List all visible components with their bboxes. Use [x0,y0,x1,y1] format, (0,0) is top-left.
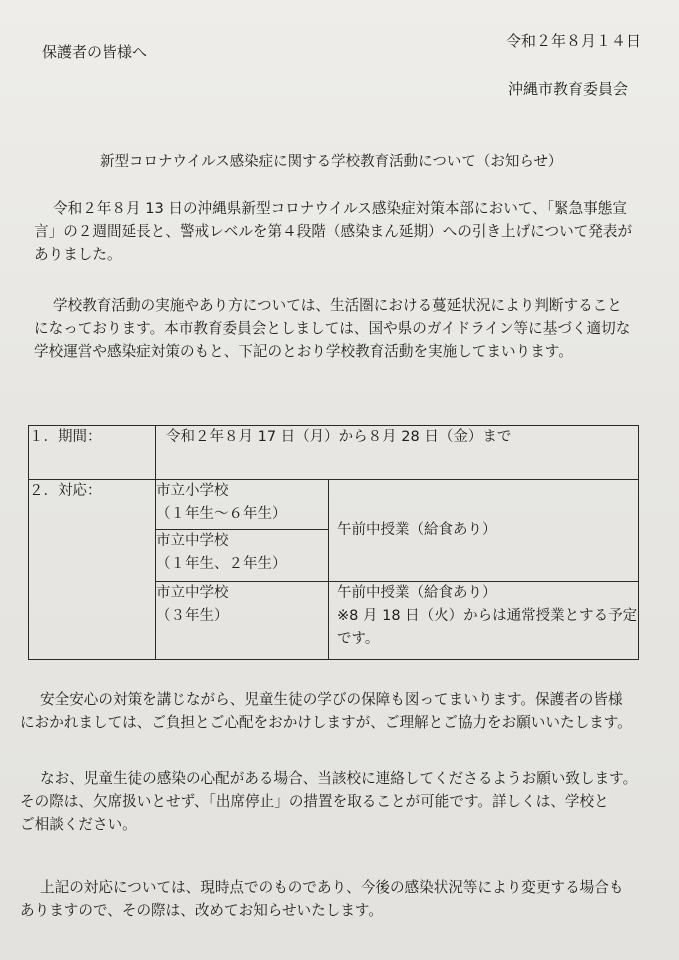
junior-high-3-note-cont: です。 [337,631,380,647]
junior-high-3-grades: （３年生） [156,608,229,624]
paragraph-line: 安全安心の対策を講じながら、児童生徒の学びの保障も図ってまいります。保護者の皆様 [40,691,623,708]
junior-high-12-cell [156,530,329,582]
issuer-name: 沖縄市教育委員会 [508,80,629,98]
elementary-school-grades: （１年生～６年生） [156,506,287,522]
elementary-row [29,480,639,530]
paragraph-line: 言」の２週間延長と、警戒レベルを第４段階（感染まん延期）への引き上げについて発表が [34,223,633,240]
paragraph-line: その際は、欠席扱いとせず、「出席停止」の措置を取ることが可能です。詳しくは、学校と [20,793,609,810]
elementary-school-name: 市立小学校 [156,483,229,499]
junior-high-12-name: 市立中学校 [156,533,229,549]
junior-high-3-cell [156,582,329,660]
recipient-line: 保護者の皆様へ [42,43,148,61]
junior-high-12-grades: （１年生、２年生） [156,556,287,572]
plan-table [28,425,639,660]
paragraph-line: になっております。本市教育委員会としましては、国や県のガイドライン等に基づく適切な [34,320,631,337]
period-row [29,426,639,480]
period-value: 令和２年８月 17 日（月）から８月 28 日（金）まで [156,426,639,480]
paragraph-change-notice [20,876,623,922]
paragraph-line: 上記の対応については、現時点でのものであり、今後の感染状況等により変更する場合も [40,879,624,896]
junior-high-3-class-cell [329,582,639,660]
paragraph-line: ご相談ください。 [20,816,137,833]
response-label: ２．対応： [29,480,156,660]
paragraph-line: 学校教育活動の実施やあり方については、生活圏における蔓延状況により判断すること [53,297,622,314]
junior-high-3-name: 市立中学校 [156,585,229,601]
paragraph-line: なお、児童生徒の感染の心配がある場合、当該校に連絡してくださるようお願い致します。 [40,770,638,787]
paragraph-line: ありました。 [34,246,122,263]
paragraph-policy [34,294,630,363]
paragraph-absence [20,767,637,836]
morning-class-cell: 午前中授業（給食あり） [329,480,639,582]
paragraph-learning [20,688,632,734]
junior-high-3-note: ※8 月 18 日（火）からは通常授業とする予定 [337,608,638,624]
paragraph-line: 令和２年８月 13 日の沖縄県新型コロナウイルス感染症対策本部において、「緊急事態宣 [53,200,627,217]
paragraph-line: 学校運営や感染症対策のもと、下記のとおり学校教育活動を実施してまいります。 [34,343,573,360]
issue-date: 令和２年８月１４日 [506,32,642,50]
document-title: 新型コロナウイルス感染症に関する学校教育活動について（お知らせ） [100,154,563,170]
paragraph-line: ありますので、その際は、改めてお知らせいたします。 [20,902,383,919]
period-label: １．期間： [29,426,156,480]
paragraph-announcement [34,197,632,266]
elementary-school-cell [156,480,329,530]
paragraph-line: におかれましては、ご負担とご心配をおかけしますが、ご理解とご協力をお願いいたします。 [20,714,632,731]
junior-high-3-class: 午前中授業（給食あり） [337,585,497,601]
